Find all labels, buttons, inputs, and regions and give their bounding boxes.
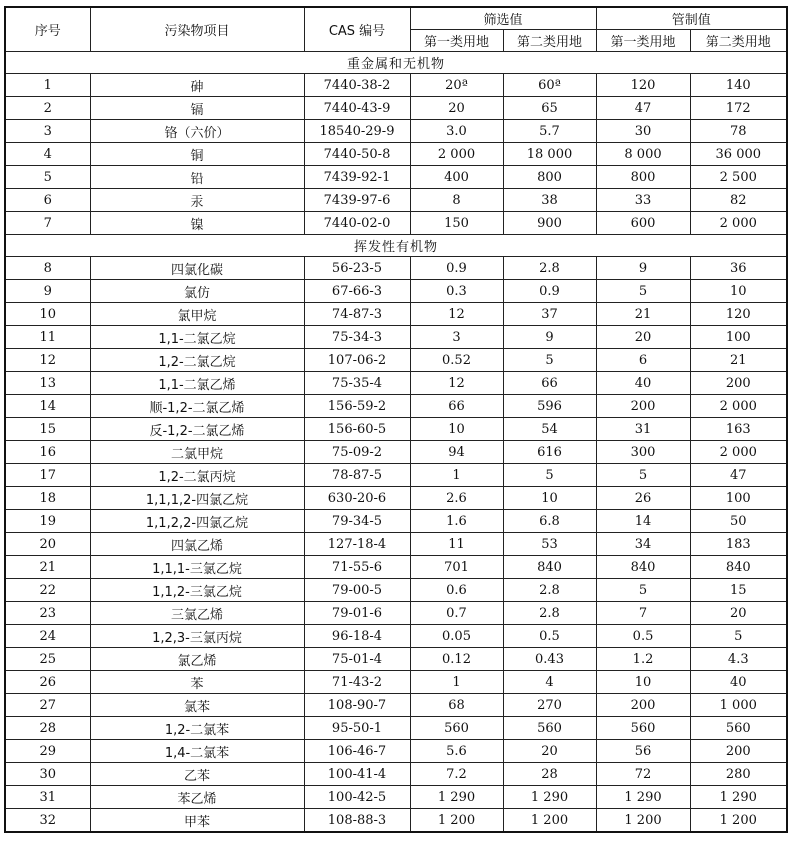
control-land2-cell: 183 [690, 533, 787, 556]
screening-land1-cell: 0.52 [410, 349, 503, 372]
table-row [5, 441, 787, 464]
seq-cell: 6 [5, 189, 90, 212]
control-land1-cell: 120 [596, 74, 690, 97]
control-land1-cell: 10 [596, 671, 690, 694]
pollutant-name-cell: 顺-1,2-二氯乙烯 [90, 395, 304, 418]
pollutant-name-cell: 1,1-二氯乙烯 [90, 372, 304, 395]
cas-number-cell: 7439-97-6 [304, 189, 410, 212]
control-land2-cell: 36 [690, 257, 787, 280]
cas-number-cell: 75-09-2 [304, 441, 410, 464]
header-seq: 序号 [5, 7, 90, 52]
control-land1-cell: 200 [596, 694, 690, 717]
control-land1-cell: 14 [596, 510, 690, 533]
table-header [5, 7, 787, 52]
control-land2-cell: 2 000 [690, 441, 787, 464]
seq-cell: 25 [5, 648, 90, 671]
pollutant-name-cell: 苯乙烯 [90, 786, 304, 809]
table-row [5, 97, 787, 120]
seq-cell: 24 [5, 625, 90, 648]
table-row [5, 625, 787, 648]
seq-cell: 17 [5, 464, 90, 487]
control-land1-cell: 800 [596, 166, 690, 189]
screening-land2-cell: 18 000 [503, 143, 596, 166]
control-land1-cell: 1.2 [596, 648, 690, 671]
table-row [5, 120, 787, 143]
screening-land1-cell: 2.6 [410, 487, 503, 510]
pollutant-name-cell: 铜 [90, 143, 304, 166]
seq-cell: 20 [5, 533, 90, 556]
cas-number-cell: 127-18-4 [304, 533, 410, 556]
cas-number-cell: 7439-92-1 [304, 166, 410, 189]
screening-land1-cell: 0.05 [410, 625, 503, 648]
table-row [5, 143, 787, 166]
cas-number-cell: 79-00-5 [304, 579, 410, 602]
table-row [5, 671, 787, 694]
control-land2-cell: 100 [690, 326, 787, 349]
cas-number-cell: 630-20-6 [304, 487, 410, 510]
screening-land2-cell: 2.8 [503, 602, 596, 625]
header-control-land1: 第一类用地 [596, 30, 690, 52]
screening-land2-cell: 616 [503, 441, 596, 464]
screening-land2-cell: 54 [503, 418, 596, 441]
cas-number-cell: 100-42-5 [304, 786, 410, 809]
seq-cell: 14 [5, 395, 90, 418]
screening-land1-cell: 20ª [410, 74, 503, 97]
control-land2-cell: 20 [690, 602, 787, 625]
screening-land2-cell: 60ª [503, 74, 596, 97]
control-land2-cell: 10 [690, 280, 787, 303]
seq-cell: 19 [5, 510, 90, 533]
screening-land1-cell: 2 000 [410, 143, 503, 166]
screening-land2-cell: 20 [503, 740, 596, 763]
screening-land2-cell: 65 [503, 97, 596, 120]
screening-land2-cell: 596 [503, 395, 596, 418]
screening-land2-cell: 0.9 [503, 280, 596, 303]
table-row [5, 349, 787, 372]
screening-land2-cell: 10 [503, 487, 596, 510]
header-control-land2: 第二类用地 [690, 30, 787, 52]
pollutant-name-cell: 氯仿 [90, 280, 304, 303]
screening-land2-cell: 2.8 [503, 579, 596, 602]
table-row [5, 189, 787, 212]
screening-land2-cell: 4 [503, 671, 596, 694]
control-land1-cell: 26 [596, 487, 690, 510]
screening-land1-cell: 0.12 [410, 648, 503, 671]
screening-land2-cell: 53 [503, 533, 596, 556]
cas-number-cell: 96-18-4 [304, 625, 410, 648]
section-row [5, 52, 787, 74]
seq-cell: 29 [5, 740, 90, 763]
control-land1-cell: 560 [596, 717, 690, 740]
screening-land1-cell: 0.9 [410, 257, 503, 280]
screening-land1-cell: 94 [410, 441, 503, 464]
section-title: 重金属和无机物 [5, 52, 787, 74]
cas-number-cell: 107-06-2 [304, 349, 410, 372]
screening-land1-cell: 7.2 [410, 763, 503, 786]
pollutant-name-cell: 氯苯 [90, 694, 304, 717]
screening-land1-cell: 0.6 [410, 579, 503, 602]
seq-cell: 9 [5, 280, 90, 303]
screening-land1-cell: 150 [410, 212, 503, 235]
table-row [5, 809, 787, 833]
cas-number-cell: 75-01-4 [304, 648, 410, 671]
control-land1-cell: 600 [596, 212, 690, 235]
cas-number-cell: 95-50-1 [304, 717, 410, 740]
control-land2-cell: 21 [690, 349, 787, 372]
pollutant-name-cell: 1,1,2,2-四氯乙烷 [90, 510, 304, 533]
seq-cell: 15 [5, 418, 90, 441]
screening-land1-cell: 5.6 [410, 740, 503, 763]
pollutant-name-cell: 砷 [90, 74, 304, 97]
screening-land2-cell: 9 [503, 326, 596, 349]
pollutant-name-cell: 氯甲烷 [90, 303, 304, 326]
table-row [5, 740, 787, 763]
pollutant-name-cell: 1,1,2-三氯乙烷 [90, 579, 304, 602]
control-land1-cell: 1 200 [596, 809, 690, 833]
table-row [5, 395, 787, 418]
screening-land1-cell: 12 [410, 303, 503, 326]
cas-number-cell: 18540-29-9 [304, 120, 410, 143]
pollutant-name-cell: 1,2,3-三氯丙烷 [90, 625, 304, 648]
pollutant-standards-table [4, 6, 788, 833]
screening-land2-cell: 0.5 [503, 625, 596, 648]
seq-cell: 7 [5, 212, 90, 235]
pollutant-name-cell: 镉 [90, 97, 304, 120]
screening-land2-cell: 0.43 [503, 648, 596, 671]
table-row [5, 694, 787, 717]
screening-land2-cell: 2.8 [503, 257, 596, 280]
control-land2-cell: 840 [690, 556, 787, 579]
control-land1-cell: 30 [596, 120, 690, 143]
table-row [5, 166, 787, 189]
control-land2-cell: 15 [690, 579, 787, 602]
table-row [5, 556, 787, 579]
table-row [5, 510, 787, 533]
table-row [5, 464, 787, 487]
seq-cell: 13 [5, 372, 90, 395]
cas-number-cell: 74-87-3 [304, 303, 410, 326]
control-land2-cell: 36 000 [690, 143, 787, 166]
pollutant-name-cell: 乙苯 [90, 763, 304, 786]
control-land1-cell: 72 [596, 763, 690, 786]
screening-land2-cell: 38 [503, 189, 596, 212]
pollutant-name-cell: 铅 [90, 166, 304, 189]
seq-cell: 5 [5, 166, 90, 189]
table-row [5, 763, 787, 786]
screening-land1-cell: 1.6 [410, 510, 503, 533]
control-land2-cell: 1 000 [690, 694, 787, 717]
screening-land2-cell: 28 [503, 763, 596, 786]
table-row [5, 74, 787, 97]
control-land1-cell: 5 [596, 579, 690, 602]
seq-cell: 12 [5, 349, 90, 372]
pollutant-name-cell: 汞 [90, 189, 304, 212]
pollutant-name-cell: 铬（六价） [90, 120, 304, 143]
control-land2-cell: 2 000 [690, 212, 787, 235]
cas-number-cell: 7440-38-2 [304, 74, 410, 97]
pollutant-name-cell: 二氯甲烷 [90, 441, 304, 464]
control-land1-cell: 0.5 [596, 625, 690, 648]
cas-number-cell: 78-87-5 [304, 464, 410, 487]
control-land2-cell: 4.3 [690, 648, 787, 671]
cas-number-cell: 79-34-5 [304, 510, 410, 533]
seq-cell: 31 [5, 786, 90, 809]
screening-land2-cell: 1 290 [503, 786, 596, 809]
control-land2-cell: 172 [690, 97, 787, 120]
control-land2-cell: 100 [690, 487, 787, 510]
screening-land2-cell: 800 [503, 166, 596, 189]
control-land2-cell: 47 [690, 464, 787, 487]
control-land2-cell: 140 [690, 74, 787, 97]
screening-land1-cell: 701 [410, 556, 503, 579]
cas-number-cell: 108-88-3 [304, 809, 410, 833]
screening-land2-cell: 5 [503, 349, 596, 372]
table-row [5, 418, 787, 441]
table-row [5, 786, 787, 809]
pollutant-name-cell: 1,1,1,2-四氯乙烷 [90, 487, 304, 510]
screening-land1-cell: 3 [410, 326, 503, 349]
control-land2-cell: 163 [690, 418, 787, 441]
screening-land1-cell: 11 [410, 533, 503, 556]
control-land1-cell: 9 [596, 257, 690, 280]
pollutant-name-cell: 1,1-二氯乙烷 [90, 326, 304, 349]
table-row [5, 648, 787, 671]
seq-cell: 21 [5, 556, 90, 579]
cas-number-cell: 7440-02-0 [304, 212, 410, 235]
pollutant-name-cell: 氯乙烯 [90, 648, 304, 671]
cas-number-cell: 79-01-6 [304, 602, 410, 625]
screening-land2-cell: 37 [503, 303, 596, 326]
screening-land1-cell: 68 [410, 694, 503, 717]
control-land1-cell: 5 [596, 280, 690, 303]
table-row [5, 280, 787, 303]
screening-land1-cell: 0.3 [410, 280, 503, 303]
seq-cell: 11 [5, 326, 90, 349]
screening-land1-cell: 400 [410, 166, 503, 189]
pollutant-name-cell: 甲苯 [90, 809, 304, 833]
control-land2-cell: 40 [690, 671, 787, 694]
screening-land2-cell: 5 [503, 464, 596, 487]
pollutant-name-cell: 三氯乙烯 [90, 602, 304, 625]
table-row [5, 212, 787, 235]
control-land2-cell: 200 [690, 740, 787, 763]
control-land1-cell: 7 [596, 602, 690, 625]
seq-cell: 18 [5, 487, 90, 510]
control-land1-cell: 300 [596, 441, 690, 464]
screening-land2-cell: 6.8 [503, 510, 596, 533]
screening-land1-cell: 0.7 [410, 602, 503, 625]
cas-number-cell: 100-41-4 [304, 763, 410, 786]
pollutant-name-cell: 苯 [90, 671, 304, 694]
table-row [5, 717, 787, 740]
seq-cell: 8 [5, 257, 90, 280]
cas-number-cell: 75-34-3 [304, 326, 410, 349]
screening-land2-cell: 840 [503, 556, 596, 579]
control-land2-cell: 280 [690, 763, 787, 786]
control-land1-cell: 200 [596, 395, 690, 418]
header-cas-number: CAS 编号 [304, 7, 410, 52]
control-land2-cell: 78 [690, 120, 787, 143]
table-row [5, 372, 787, 395]
control-land2-cell: 1 200 [690, 809, 787, 833]
table-body [5, 52, 787, 833]
control-land1-cell: 1 290 [596, 786, 690, 809]
seq-cell: 2 [5, 97, 90, 120]
cas-number-cell: 156-60-5 [304, 418, 410, 441]
screening-land2-cell: 900 [503, 212, 596, 235]
screening-land2-cell: 560 [503, 717, 596, 740]
control-land2-cell: 2 000 [690, 395, 787, 418]
section-row [5, 235, 787, 257]
screening-land1-cell: 12 [410, 372, 503, 395]
table-row [5, 487, 787, 510]
cas-number-cell: 108-90-7 [304, 694, 410, 717]
screening-land2-cell: 1 200 [503, 809, 596, 833]
screening-land1-cell: 1 290 [410, 786, 503, 809]
control-land1-cell: 47 [596, 97, 690, 120]
control-land1-cell: 5 [596, 464, 690, 487]
pollutant-name-cell: 四氯乙烯 [90, 533, 304, 556]
control-land2-cell: 1 290 [690, 786, 787, 809]
pollutant-name-cell: 1,2-二氯丙烷 [90, 464, 304, 487]
section-title: 挥发性有机物 [5, 235, 787, 257]
pollutant-standards-sheet [4, 6, 786, 833]
seq-cell: 10 [5, 303, 90, 326]
seq-cell: 28 [5, 717, 90, 740]
cas-number-cell: 106-46-7 [304, 740, 410, 763]
cas-number-cell: 67-66-3 [304, 280, 410, 303]
table-row [5, 257, 787, 280]
control-land1-cell: 34 [596, 533, 690, 556]
screening-land1-cell: 20 [410, 97, 503, 120]
pollutant-name-cell: 1,4-二氯苯 [90, 740, 304, 763]
header-control-value: 管制值 [596, 7, 787, 30]
screening-land1-cell: 1 [410, 464, 503, 487]
table-row [5, 602, 787, 625]
pollutant-name-cell: 1,2-二氯乙烷 [90, 349, 304, 372]
control-land2-cell: 560 [690, 717, 787, 740]
control-land2-cell: 50 [690, 510, 787, 533]
seq-cell: 32 [5, 809, 90, 833]
seq-cell: 26 [5, 671, 90, 694]
screening-land2-cell: 270 [503, 694, 596, 717]
seq-cell: 1 [5, 74, 90, 97]
pollutant-name-cell: 1,1,1-三氯乙烷 [90, 556, 304, 579]
control-land2-cell: 82 [690, 189, 787, 212]
pollutant-name-cell: 镍 [90, 212, 304, 235]
screening-land2-cell: 66 [503, 372, 596, 395]
cas-number-cell: 7440-50-8 [304, 143, 410, 166]
control-land1-cell: 8 000 [596, 143, 690, 166]
screening-land1-cell: 1 200 [410, 809, 503, 833]
cas-number-cell: 56-23-5 [304, 257, 410, 280]
cas-number-cell: 71-43-2 [304, 671, 410, 694]
control-land2-cell: 200 [690, 372, 787, 395]
cas-number-cell: 7440-43-9 [304, 97, 410, 120]
screening-land1-cell: 1 [410, 671, 503, 694]
table-row [5, 326, 787, 349]
control-land1-cell: 56 [596, 740, 690, 763]
control-land1-cell: 6 [596, 349, 690, 372]
table-row [5, 579, 787, 602]
header-pollutant-item: 污染物项目 [90, 7, 304, 52]
screening-land1-cell: 10 [410, 418, 503, 441]
cas-number-cell: 75-35-4 [304, 372, 410, 395]
pollutant-name-cell: 四氯化碳 [90, 257, 304, 280]
control-land2-cell: 2 500 [690, 166, 787, 189]
screening-land1-cell: 560 [410, 717, 503, 740]
table-row [5, 303, 787, 326]
pollutant-name-cell: 反-1,2-二氯乙烯 [90, 418, 304, 441]
table-row [5, 533, 787, 556]
screening-land1-cell: 8 [410, 189, 503, 212]
pollutant-name-cell: 1,2-二氯苯 [90, 717, 304, 740]
control-land2-cell: 5 [690, 625, 787, 648]
header-screening-land1: 第一类用地 [410, 30, 503, 52]
seq-cell: 4 [5, 143, 90, 166]
cas-number-cell: 156-59-2 [304, 395, 410, 418]
control-land1-cell: 840 [596, 556, 690, 579]
header-screening-value: 筛选值 [410, 7, 596, 30]
seq-cell: 27 [5, 694, 90, 717]
control-land1-cell: 21 [596, 303, 690, 326]
seq-cell: 22 [5, 579, 90, 602]
seq-cell: 30 [5, 763, 90, 786]
screening-land2-cell: 5.7 [503, 120, 596, 143]
control-land1-cell: 33 [596, 189, 690, 212]
seq-cell: 3 [5, 120, 90, 143]
header-screening-land2: 第二类用地 [503, 30, 596, 52]
screening-land1-cell: 66 [410, 395, 503, 418]
screening-land1-cell: 3.0 [410, 120, 503, 143]
seq-cell: 23 [5, 602, 90, 625]
cas-number-cell: 71-55-6 [304, 556, 410, 579]
control-land2-cell: 120 [690, 303, 787, 326]
control-land1-cell: 31 [596, 418, 690, 441]
control-land1-cell: 40 [596, 372, 690, 395]
control-land1-cell: 20 [596, 326, 690, 349]
seq-cell: 16 [5, 441, 90, 464]
